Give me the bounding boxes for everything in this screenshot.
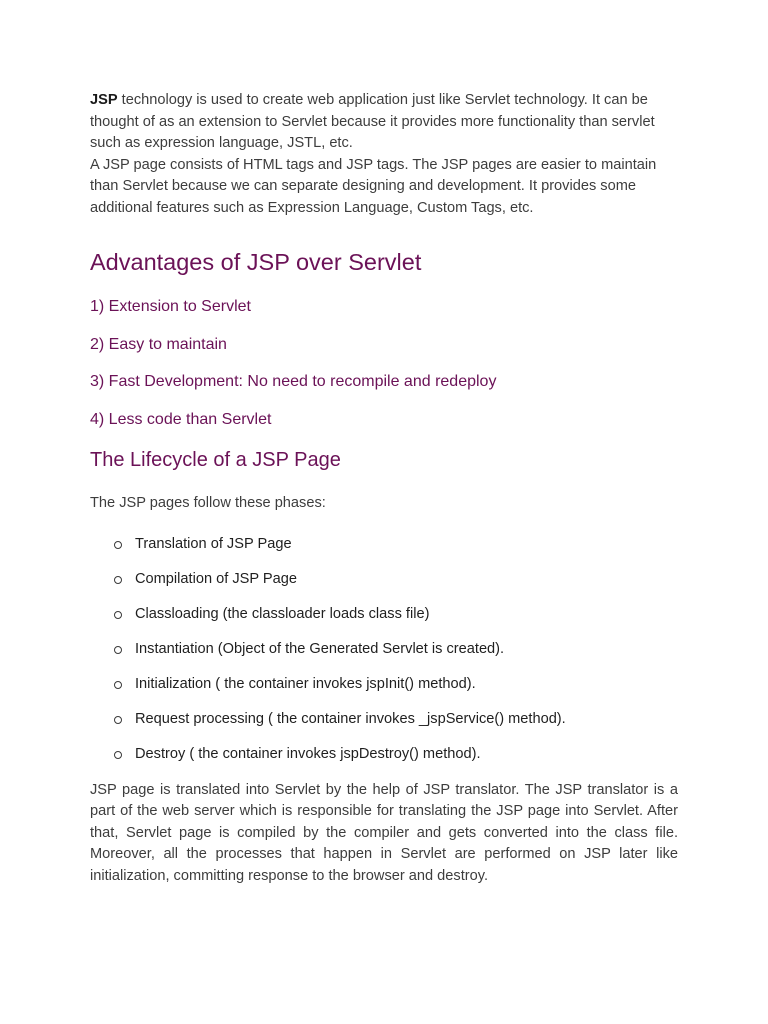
advantage-item: 2) Easy to maintain bbox=[90, 335, 227, 353]
phase-label: Destroy ( the container invokes jspDestroy() method). bbox=[135, 746, 481, 762]
intro-paragraph-1 bbox=[90, 90, 678, 155]
circle-bullet-icon bbox=[114, 541, 122, 549]
phase-item bbox=[90, 709, 678, 729]
advantage-item: 1) Extension to Servlet bbox=[90, 298, 251, 315]
intro-paragraph-1-text: technology is used to create web application just like Servlet technology. It can be thought of as an extension to Servlet because it provides more functionality than servlet such as expression language, JSTL, etc. bbox=[90, 92, 655, 151]
phases-list bbox=[90, 534, 678, 764]
document-page bbox=[90, 90, 678, 887]
circle-bullet-icon bbox=[114, 681, 122, 689]
phase-item bbox=[90, 604, 678, 624]
closing-paragraph: JSP page is translated into Servlet by the help of JSP translator. The JSP translator is a part of the web server which is responsible for translating the JSP page into Servlet. After that, Servlet page is compiled by the compiler and gets converted into the class file. Moreover, all the processes that happen in Servlet are performed on JSP later like initialization, committing response to the browser and destroy. bbox=[90, 782, 678, 884]
phase-item bbox=[90, 744, 678, 764]
circle-bullet-icon bbox=[114, 611, 122, 619]
phase-label: Classloading (the classloader loads class file) bbox=[135, 606, 430, 622]
intro-paragraph-2: A JSP page consists of HTML tags and JSP tags. The JSP pages are easier to maintain than Servlet because we can separate designing and development. It provides some additional features such as Expression Language, Custom Tags, etc. bbox=[90, 156, 657, 216]
phase-label: Instantiation (Object of the Generated Servlet is created). bbox=[135, 641, 505, 657]
circle-bullet-icon bbox=[114, 646, 122, 654]
phase-item bbox=[90, 534, 678, 554]
advantages-list bbox=[90, 297, 678, 430]
advantage-item: 4) Less code than Servlet bbox=[90, 410, 272, 428]
phase-item bbox=[90, 569, 678, 589]
jsp-term: JSP bbox=[90, 92, 118, 108]
circle-bullet-icon bbox=[114, 576, 122, 584]
phase-label: Translation of JSP Page bbox=[135, 536, 292, 552]
lifecycle-intro: The JSP pages follow these phases: bbox=[90, 495, 326, 511]
phase-label: Request processing ( the container invokes _jspService() method). bbox=[135, 711, 566, 727]
intro-section bbox=[90, 90, 678, 219]
circle-bullet-icon bbox=[114, 716, 122, 724]
advantages-heading: Advantages of JSP over Servlet bbox=[90, 249, 422, 275]
phase-item bbox=[90, 639, 678, 659]
phase-label: Compilation of JSP Page bbox=[135, 571, 297, 587]
phase-label: Initialization ( the container invokes jspInit() method). bbox=[135, 676, 476, 692]
advantage-item: 3) Fast Development: No need to recompile and redeploy bbox=[90, 373, 497, 390]
circle-bullet-icon bbox=[114, 751, 122, 759]
phase-item bbox=[90, 674, 678, 694]
lifecycle-heading: The Lifecycle of a JSP Page bbox=[90, 449, 341, 471]
